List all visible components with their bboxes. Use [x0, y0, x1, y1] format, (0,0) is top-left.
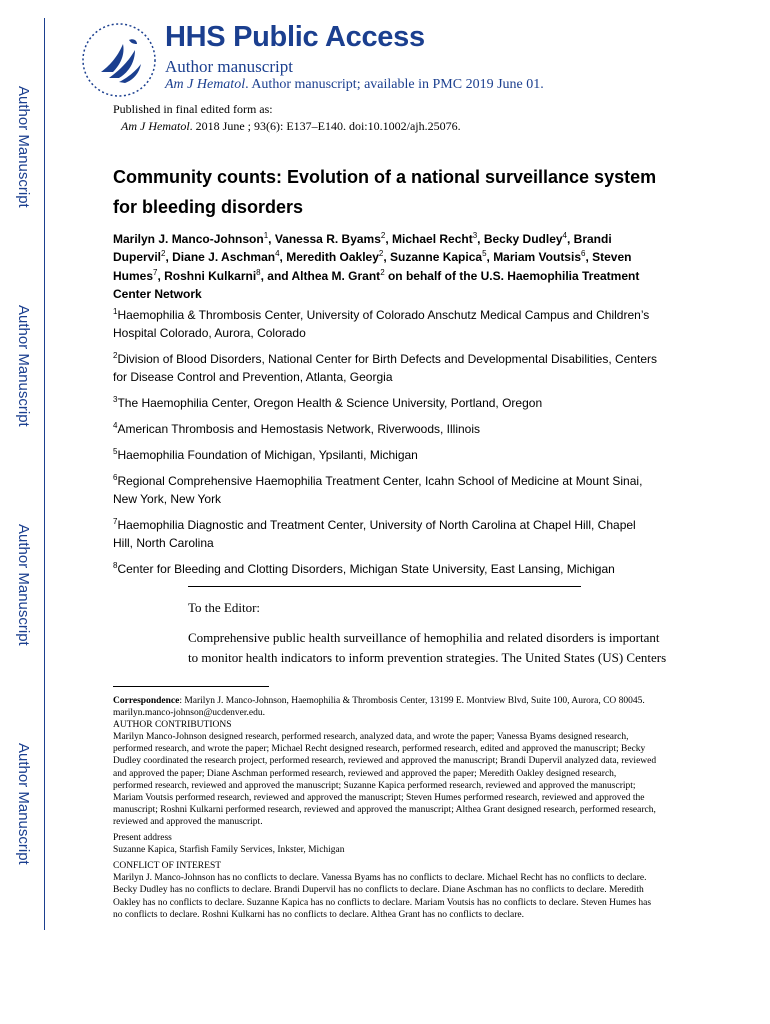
published-form-label: Published in final edited form as:	[113, 102, 273, 116]
published-citation-text: . 2018 June ; 93(6): E137–E140. doi:10.1002/ajh.25076.	[189, 119, 461, 133]
affiliation-num: 7	[113, 517, 118, 526]
journal-name: Am J Hematol	[165, 77, 246, 92]
author-affil-num: 2	[380, 231, 386, 240]
published-form-block	[113, 101, 461, 135]
author-name: Roshni Kulkarni	[164, 268, 257, 283]
affiliation-text: American Thrombosis and Hemostasis Network, Riverwoods, Illinois	[117, 422, 481, 436]
body-paragraph: Comprehensive public health surveillance of hemophilia and related disorders is important to monitor health indicators to inform prevention strategies. The United States (US) Centers	[188, 630, 667, 665]
affiliation-item	[113, 420, 658, 438]
affiliation-text: Division of Blood Disorders, National Center for Birth Defects and Developmental Disabilities, Centers for Disease Control and Prevention, Atlanta, Georgia	[113, 352, 658, 384]
sidebar-label-1: Author Manuscript	[15, 86, 32, 208]
affiliation-num: 2	[113, 351, 118, 360]
author-manuscript-subtitle: Author manuscript	[165, 57, 293, 76]
author-affil-num: 4	[275, 249, 280, 259]
author-list: Marilyn J. Manco-Johnson$^1$, Vanessa R. Byams$^2$, Michael Recht$^3$, Becky Dudley$^4$, Brandi Dupervil$^2$, Diane J. Aschman$^4$, Meredith Oakley$^2$, Suzanne Kapica$^5$, Mariam Voutsis$^6$, Steven Humes$^7$, Roshni Kulkarni$^8$, and Althea M. Grant$^2$ on behalf of the U.S. Haemophilia Treatment Center Network	[113, 231, 640, 301]
sidebar-rule	[44, 18, 45, 930]
affiliation-item	[113, 472, 658, 508]
affiliation-item	[113, 306, 658, 342]
footnote-divider	[113, 686, 269, 687]
sidebar-label-2: Author Manuscript	[15, 305, 32, 427]
correspondence-text: : Marilyn J. Manco-Johnson, Haemophilia & Thrombosis Center, 13199 E. Montview Blvd, Suite 100, Aurora, CO 80045. marilyn.manco-johnson@ucdenver.edu.	[113, 696, 645, 719]
author-name: Steven Humes	[113, 250, 632, 283]
affiliation-item	[113, 446, 658, 464]
author-affil-num: 5	[482, 249, 487, 259]
affiliation-text: Center for Bleeding and Clotting Disorders, Michigan State University, East Lansing, Michigan	[117, 562, 615, 576]
affiliation-item	[113, 394, 658, 412]
journal-availability	[165, 77, 544, 93]
author-name: Mariam Voutsis	[493, 250, 581, 265]
author-affil-num: 2	[161, 249, 166, 259]
availability-text: . Author manuscript; available in PMC 2019 June 01.	[245, 77, 544, 92]
affiliation-num: 4	[113, 421, 118, 430]
section-divider	[188, 586, 581, 587]
author-name: Marilyn J. Manco-Johnson	[113, 232, 264, 246]
published-citation	[113, 118, 461, 135]
author-affil-num: 6	[581, 249, 586, 259]
author-group: on behalf of the U.S. Haemophilia Treatment Center Network	[113, 268, 640, 301]
affiliation-text: Haemophilia & Thrombosis Center, University of Colorado Anschutz Medical Campus and Children’s Hospital Colorado, Aurora, Colorado	[113, 308, 650, 340]
affiliation-list	[113, 306, 658, 578]
author-conjunction: , and	[260, 268, 292, 283]
sidebar-label-3: Author Manuscript	[15, 524, 32, 646]
author-name: Becky Dudley	[483, 232, 563, 246]
hhs-eagle-logo-icon	[79, 20, 159, 100]
author-affil-num: 2	[378, 249, 384, 259]
affiliation-num: 5	[113, 447, 118, 456]
affiliation-item	[113, 350, 658, 386]
present-address-text: Suzanne Kapica, Starfish Family Services, Inkster, Michigan	[113, 845, 345, 856]
affiliation-num: 1	[113, 307, 118, 316]
author-name: Meredith Oakley	[286, 250, 379, 265]
affiliation-num: 6	[113, 473, 118, 482]
author-affil-num: 1	[263, 231, 269, 240]
author-name: Diane J. Aschman	[172, 250, 276, 265]
affiliation-text: Haemophilia Foundation of Michigan, Ypsilanti, Michigan	[117, 448, 418, 462]
affiliation-item	[113, 560, 658, 578]
correspondence-label: Correspondence	[113, 696, 180, 706]
affiliation-text: Regional Comprehensive Haemophilia Treatment Center, Icahn School of Medicine at Mount Sinai, New York, New York	[113, 474, 643, 506]
contributions-text: Marilyn Manco-Johnson designed research, performed research, analyzed data, and wrote the paper; Vanessa Byams designed research, performed research, and wrote the paper; Michael Recht designed research, performed research, edited and approved the manuscript; Becky Dudley coordinated the research project, performed research, reviewed and approved the manuscript; Brandi Dupervil analyzed data, reviewed and approved the paper; Diane Aschman performed research, reviewed and approved the paper; Meredith Oakley designed research, performed research, reviewed and approved the manuscript; Suzanne Kapica performed research, reviewed and approved the manuscript; Mariam Voutsis performed research, reviewed and approved the manuscript; Steven Humes performed research, reviewed and approved the manuscript; Roshni Kulkarni performed research, reviewed and approved the manuscript; Althea Grant designed research, performed research, reviewed and approved the manuscript.	[113, 732, 657, 827]
affiliation-num: 3	[113, 395, 118, 404]
affiliation-item	[113, 516, 658, 552]
conflict-text: Marilyn J. Manco-Johnson has no conflicts to declare. Vanessa Byams has no conflicts to declare. Michael Recht has no conflicts to declare. Becky Dudley has no conflicts to declare. Brandi Dupervil has no conflicts to declare. Diane Aschman has no conflicts to declare. Meredith Oakley has no conflicts to declare. Suzanne Kapica has no conflicts to declare. Mariam Voutsis has no conflicts to declare. Steven Humes has no conflicts to declare. Roshni Kulkarni has no conflicts to declare. Althea Grant has no conflicts to declare.	[113, 873, 652, 920]
author-name: Althea M. Grant	[291, 268, 381, 283]
author-affil-num: 7	[153, 267, 158, 277]
hhs-public-access-title: HHS Public Access	[165, 21, 425, 53]
author-affil-num: 2	[380, 267, 385, 277]
author-manuscript-sidebar	[0, 0, 46, 1024]
correspondence-note	[113, 695, 658, 719]
author-affil-num: 3	[472, 231, 478, 240]
author-affil-num: 8	[256, 267, 261, 277]
article-title: Community counts: Evolution of a national surveillance system for bleeding disorders	[113, 167, 657, 217]
conflict-heading: CONFLICT OF INTEREST	[113, 861, 222, 872]
salutation: To the Editor:	[188, 600, 261, 615]
sidebar-label-4: Author Manuscript	[15, 743, 32, 865]
author-name: Vanessa R. Byams	[274, 232, 381, 246]
author-name: Brandi Dupervil	[113, 232, 612, 265]
contributions-heading: AUTHOR CONTRIBUTIONS	[113, 720, 232, 731]
author-affil-num: 4	[562, 231, 567, 240]
author-name: Suzanne Kapica	[390, 250, 483, 265]
present-address-heading: Present address	[113, 833, 172, 844]
affiliation-num: 8	[113, 561, 118, 570]
published-journal: Am J Hematol	[121, 119, 190, 133]
author-name: Michael Recht	[392, 232, 473, 246]
affiliation-text: Haemophilia Diagnostic and Treatment Center, University of North Carolina at Chapel Hill, Chapel Hill, North Carolina	[113, 518, 636, 550]
footnotes	[113, 695, 658, 921]
affiliation-text: The Haemophilia Center, Oregon Health & Science University, Portland, Oregon	[117, 396, 543, 410]
